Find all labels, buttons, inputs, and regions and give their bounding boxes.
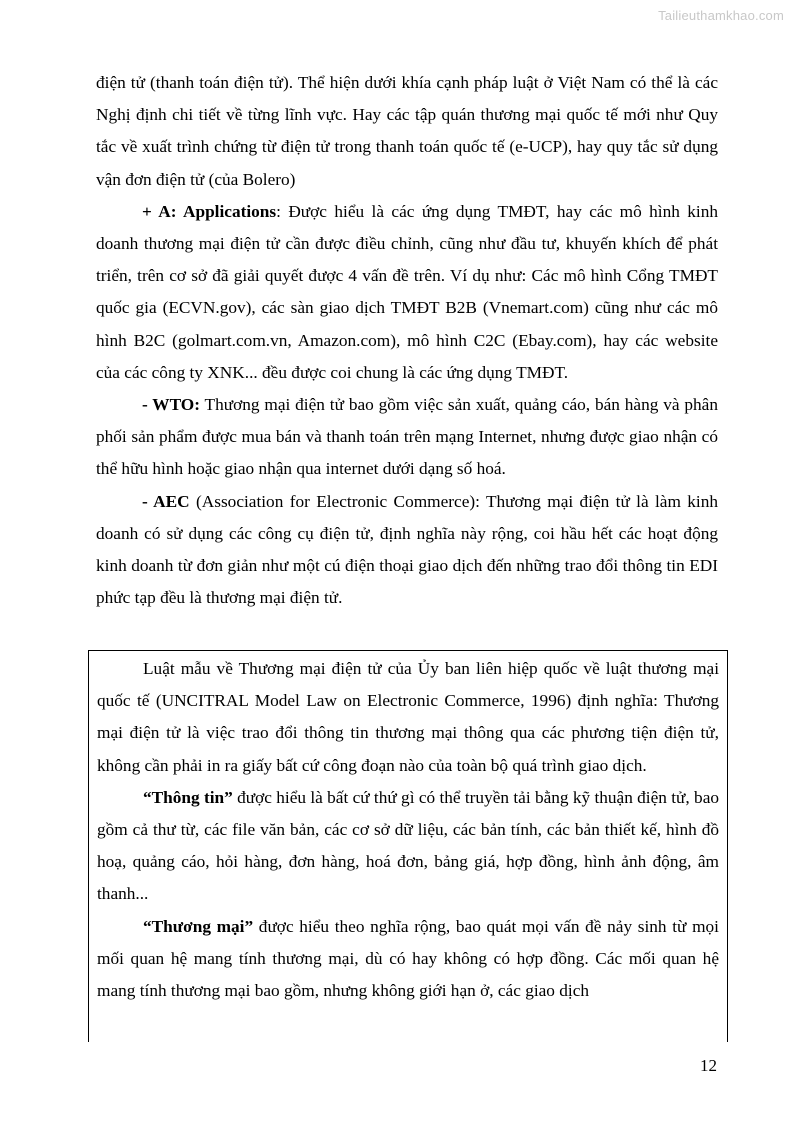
paragraph-text: điện tử (thanh toán điện tử). Thể hiện dưới khía cạnh pháp luật ở Việt Nam có thể là các Nghị định chi tiết về từng lĩnh vực. Hay các tập quán thương mại quốc tế mới như Quy tắc về xuất trình chứng từ điện tử trong thanh toán quốc tế (e-UCP), hay quy tắc sử dụng vận đơn điện tử (của Bolero) xyxy=(96,73,718,189)
definition-box xyxy=(88,650,728,1042)
definition-box-content xyxy=(97,653,719,1007)
document-body xyxy=(96,67,718,614)
paragraph-text: (Association for Electronic Commerce): Thương mại điện tử là làm kinh doanh có sử dụng các công cụ điện tử, định nghĩa này rộng, coi hầu hết các hoạt động kinh doanh từ đơn giản như một cú điện thoại giao dịch đến những trao đổi thông tin EDI phức tạp đều là thương mại điện tử. xyxy=(96,491,718,608)
paragraph-aec xyxy=(96,486,718,615)
paragraph-applications xyxy=(96,196,718,389)
paragraph-text: được hiểu theo nghĩa rộng, bao quát mọi vấn đề nảy sinh từ mọi mối quan hệ mang tính thương mại, dù có hay không có hợp đồng. Các mối quan hệ mang tính thương mại bao gồm, nhưng không giới hạn ở, các giao dịch xyxy=(97,916,719,1001)
paragraph-lead: “Thương mại” xyxy=(143,916,254,936)
paragraph-lead: “Thông tin” xyxy=(143,787,233,807)
paragraph-lead: + A: Applications xyxy=(142,201,277,221)
paragraph-continuation xyxy=(96,67,718,196)
paragraph-lead: - AEC xyxy=(142,491,190,511)
paragraph-wto xyxy=(96,389,718,486)
page-number: 12 xyxy=(700,1056,717,1075)
paragraph-text: được hiểu là bất cứ thứ gì có thể truyền tải bằng kỹ thuận điện tử, bao gồm cả thư từ, các file văn bản, các cơ sở dữ liệu, các bản tính, các bản thiết kế, hình đồ hoạ, quảng cáo, hỏi hàng, đơn hàng, hoá đơn, bảng giá, hợp đồng, hình ảnh động, âm thanh... xyxy=(97,787,719,904)
paragraph-text: Luật mẫu về Thương mại điện tử của Ủy ban liên hiệp quốc về luật thương mại quốc tế (UNCITRAL Model Law on Electronic Commerce, 1996) định nghĩa: Thương mại điện tử là việc trao đổi thông tin thương mại thông qua các phương tiện điện tử, không cần phải in ra giấy bất cứ công đoạn nào của toàn bộ quá trình giao dịch. xyxy=(97,659,719,775)
watermark-text: Tailieuthamkhao.com xyxy=(658,8,784,23)
paragraph-uncitral xyxy=(97,653,719,782)
paragraph-thuong-mai xyxy=(97,911,719,1008)
paragraph-text: : Được hiểu là các ứng dụng TMĐT, hay các mô hình kinh doanh thương mại điện tử cần được điều chỉnh, cũng như đầu tư, khuyến khích để phát triển, trên cơ sở đã giải quyết được 4 vấn đề trên. Ví dụ như: Các mô hình Cổng TMĐT quốc gia (ECVN.gov), các sàn giao dịch TMĐT B2B (Vnemart.com) cũng như các mô hình B2C (golmart.com.vn, Amazon.com), mô hình C2C (Ebay.com), hay các website của các công ty XNK... đều được coi chung là các ứng dụng TMĐT. xyxy=(96,201,718,382)
paragraph-lead: - WTO: xyxy=(142,395,200,415)
paragraph-thong-tin xyxy=(97,782,719,911)
paragraph-text: Thương mại điện tử bao gồm việc sản xuất, quảng cáo, bán hàng và phân phối sản phẩm được mua bán và thanh toán trên mạng Internet, nhưng được giao nhận có thể hữu hình hoặc giao nhận qua internet dưới dạng số hoá. xyxy=(96,395,718,479)
